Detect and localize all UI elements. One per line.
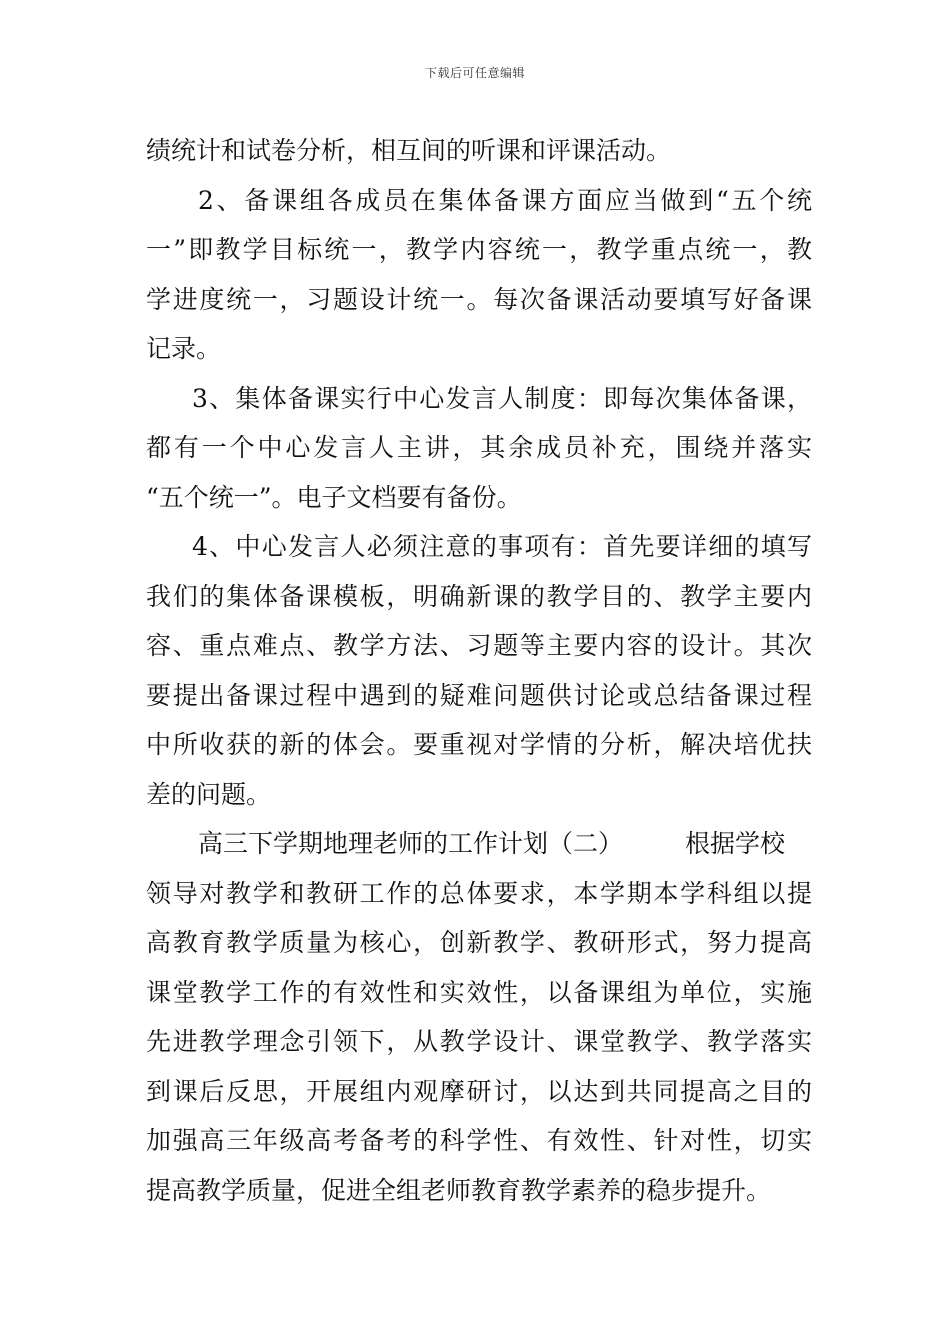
text-line: 加强高三年级高考备考的科学性、有效性、针对性，切实 <box>146 1126 812 1155</box>
text-line: 学进度统一，习题设计统一。每次备课活动要填写好备课 <box>146 284 812 314</box>
text-line: 记录。 <box>146 334 222 363</box>
document-body <box>146 126 812 1215</box>
text-line: 领导对教学和教研工作的总体要求，本学期本学科组以提 <box>146 878 812 908</box>
text-line: 一”即教学目标统一，教学内容统一，教学重点统一，教 <box>146 235 812 264</box>
text-line: 中所收获的新的体会。要重视对学情的分析，解决培优扶 <box>146 730 812 759</box>
text-line: 3、集体备课实行中心发言人制度：即每次集体备课， <box>192 383 812 413</box>
text-line: 课堂教学工作的有效性和实效性，以备课组为单位，实施 <box>146 977 812 1007</box>
text-line: 差的问题。 <box>146 779 272 809</box>
text-line: 都有一个中心发言人主讲，其余成员补充，围绕并落实 <box>146 433 812 462</box>
header-note: 下载后可任意编辑 <box>424 66 525 80</box>
text-line: 要提出备课过程中遇到的疑难问题供讨论或总结备课过程 <box>146 680 812 710</box>
text-line: 绩统计和试卷分析，相互间的听课和评课活动。 <box>146 136 672 165</box>
text-line: 2、备课组各成员在集体备课方面应当做到“五个统 <box>198 185 812 215</box>
section-title-line <box>146 819 812 869</box>
text-line: 先进教学理念引领下，从教学设计、课堂教学、教学落实 <box>146 1027 812 1056</box>
text-line: 我们的集体备课模板，明确新课的教学目的、教学主要内 <box>146 581 812 611</box>
text-line: “五个统一”。电子文档要有备份。 <box>146 482 522 512</box>
text-line: 到课后反思，开展组内观摩研讨，以达到共同提高之目的 <box>146 1076 812 1106</box>
text-fragment: 根据学校 <box>685 829 786 858</box>
section-title: 高三下学期地理老师的工作计划（二） <box>198 829 624 858</box>
text-line: 容、重点难点、教学方法、习题等主要内容的设计。其次 <box>146 631 812 660</box>
text-line: 4、中心发言人必须注意的事项有：首先要详细的填写 <box>192 532 812 561</box>
text-line: 高教育教学质量为核心，创新教学、教研形式，努力提高 <box>146 928 812 957</box>
text-line: 提高教学质量，促进全组老师教育教学素养的稳步提升。 <box>146 1175 772 1205</box>
